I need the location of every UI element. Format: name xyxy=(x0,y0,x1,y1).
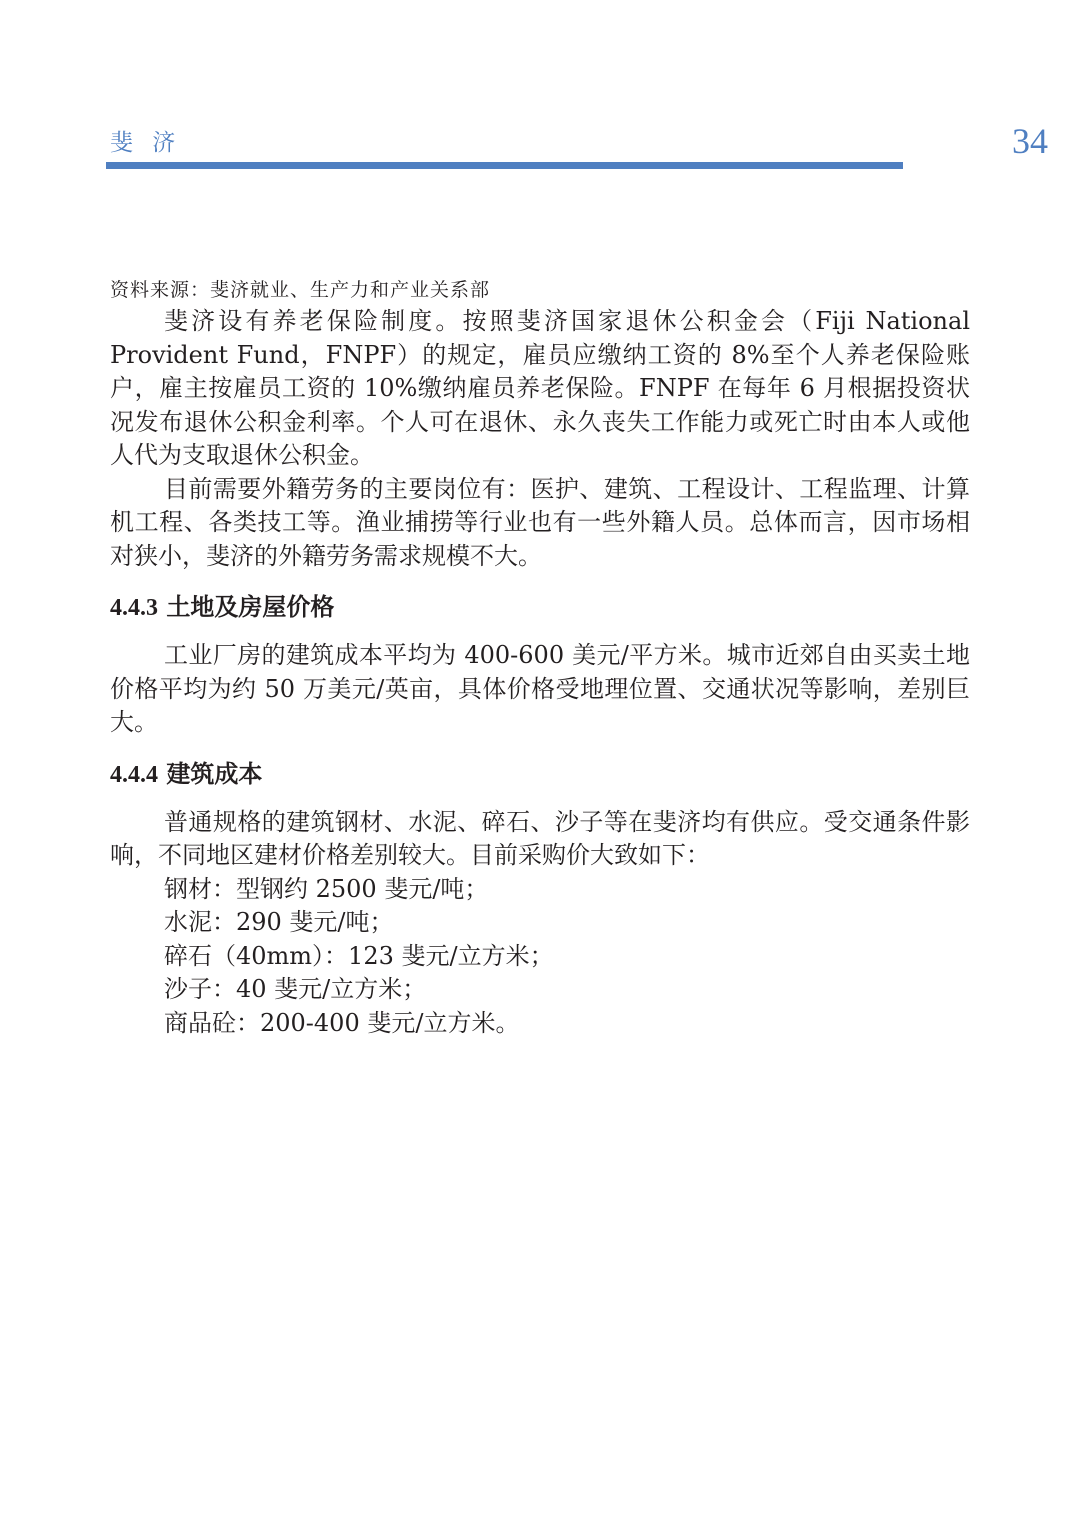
section-number: 4.4.3 xyxy=(110,595,158,621)
section-heading-construction-cost xyxy=(110,757,970,792)
paragraph-land-prices: 工业厂房的建筑成本平均为 400-600 美元/平方米。城市近郊自由买卖土地价格平均为约 50 万美元/英亩，具体价格受地理位置、交通状况等影响，差别巨大。 xyxy=(110,641,970,736)
section-heading-land-prices xyxy=(110,590,970,625)
price-item-gravel: 碎石（40mm）：123 斐元/立方米； xyxy=(164,941,554,970)
price-item-concrete: 商品砼：200-400 斐元/立方米。 xyxy=(164,1008,520,1037)
section-number: 4.4.4 xyxy=(110,761,158,788)
section-title: 建筑成本 xyxy=(166,758,263,788)
header-rule xyxy=(106,162,903,169)
source-note: 资料来源：斐济就业、生产力和产业关系部 xyxy=(110,279,491,301)
paragraph-construction-cost: 普通规格的建筑钢材、水泥、碎石、沙子等在斐济均有供应。受交通条件影响，不同地区建材价格差别较大。目前采购价大致如下： xyxy=(110,807,970,869)
price-item-cement: 水泥：290 斐元/吨； xyxy=(164,908,394,936)
paragraph-foreign-labor: 目前需要外籍劳务的主要岗位有：医护、建筑、工程设计、工程监理、计算机工程、各类技工等。渔业捕捞等行业也有一些外籍人员。总体而言，因市场相对狭小，斐济的外籍劳务需求规模不大。 xyxy=(110,474,970,570)
price-item-sand: 沙子：40 斐元/立方米； xyxy=(164,975,427,1003)
running-title: 斐 济 xyxy=(110,130,182,156)
page-body xyxy=(110,275,970,1040)
price-item-steel: 钢材：型钢约 2500 斐元/吨； xyxy=(164,874,489,903)
page-number: 34 xyxy=(1012,121,1048,161)
paragraph-pension: 斐济设有养老保险制度。按照斐济国家退休公积金会（Fiji National Provident Fund，FNPF）的规定，雇员应缴纳工资的 8%至个人养老保险账户，雇主按雇员工资的 10%缴纳雇员养老保险。FNPF 在每年 6 月根据投资状况发布退休公积金利率。个人可在退休、永久丧失工作能力或死亡时由本人或他人代为支取退休公积金。 xyxy=(110,307,970,469)
section-title: 土地及房屋价格 xyxy=(166,592,335,621)
